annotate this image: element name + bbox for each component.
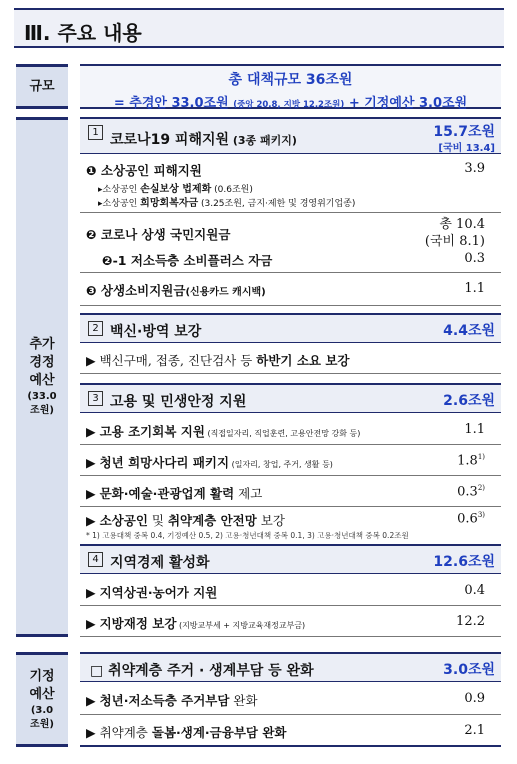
existing-bar: □ 취약계층 주거 · 생계부담 등 완화 3.0조원 — [80, 652, 501, 682]
summary-line2: = 추경안 33.0조원 (중앙 20.8, 지방 12.2조원) + 기정예산 3.0조원 — [113, 96, 468, 111]
item-row: ❶ 소상공인 피해지원 3.9 ▸소상공인 손실보상 법제화 (0.6조원) ▸소상공인 희망회복자금 (3.25조원, 금지·제한 및 경영위기업종) — [80, 155, 501, 213]
footnote: * 1) 고용대책 중복 0.4, 기정예산 0.5, 2) 고용·청년대책 중복 0.1, 3) 고용·청년대책 중복 0.2조원 — [86, 531, 409, 540]
item-sub: ▸소상공인 희망회복자금 (3.25조원, 금지·제한 및 경영위기업종) — [98, 198, 356, 209]
scale-label: 규모 — [16, 64, 68, 109]
section-number: 1 — [88, 125, 103, 140]
supplementary-budget-label: 추가 경정 예산 (33.0 조원) — [16, 117, 68, 637]
existing-budget-label: 기정 예산 (3.0 조원) — [16, 652, 68, 747]
section-title: Ⅲ. 주요 내용 — [24, 21, 142, 45]
item-row: ▶ 청년·저소득층 주거부담 완화 0.9 — [80, 683, 501, 715]
section-amount-sub: [국비 13.4] — [438, 143, 495, 154]
section-amount: 15.7조원 — [433, 124, 495, 140]
section-bar-3: 3 고용 및 민생안정 지원 2.6조원 — [80, 383, 501, 413]
item-row: ▶ 소상공인 및 취약계층 안전망 보강 0.6$^{3)}$ — [86, 511, 485, 528]
item-row: ▶ 취약계층 돌봄·생계·금융부담 완화 2.1 — [80, 715, 501, 747]
section-bar-2: 2 백신·방역 보강 4.4조원 — [80, 313, 501, 343]
section-bar-4: 4 지역경제 활성화 12.6조원 — [80, 544, 501, 574]
item-row: ▶ 백신구매, 접종, 진단검사 등 하반기 소요 보강 — [80, 344, 501, 374]
item-row: ▶ 고용 조기회복 지원 (직접일자리, 직업훈련, 고용안전망 강화 등) 1.1 — [80, 414, 501, 445]
summary-box — [80, 64, 501, 109]
item-row: ❷-1 저소득층 소비플러스 자금 0.3 — [80, 251, 501, 273]
item-sub: ▸소상공인 손실보상 법제화 (0.6조원) — [98, 184, 253, 195]
item-row: ▶ 지방재정 보강 (지방교부세 + 지방교육재정교부금) 12.2 — [80, 606, 501, 637]
item-row: ❸ 상생소비지원금(신용카드 캐시백) 1.1 — [80, 273, 501, 306]
item-row: ▶ 지역상권·농어가 지원 0.4 — [80, 575, 501, 606]
section-heading — [14, 8, 504, 48]
item-row: ❷ 코로나 상생 국민지원금 총 10.4 (국비 8.1) — [86, 217, 485, 249]
item-row: ▶ 청년 희망사다리 패키지 (일자리, 창업, 주거, 생활 등) 1.8$^{1)}$ — [80, 445, 501, 476]
item-row: ▶ 문화·예술·관광업계 활력 제고 0.3$^{2)}$ — [80, 476, 501, 507]
section-bar-1 — [80, 117, 501, 154]
summary-line1: 총 대책규모 36조원 — [228, 72, 353, 88]
section-title: 코로나19 피해지원 (3종 패키지) — [110, 132, 297, 148]
